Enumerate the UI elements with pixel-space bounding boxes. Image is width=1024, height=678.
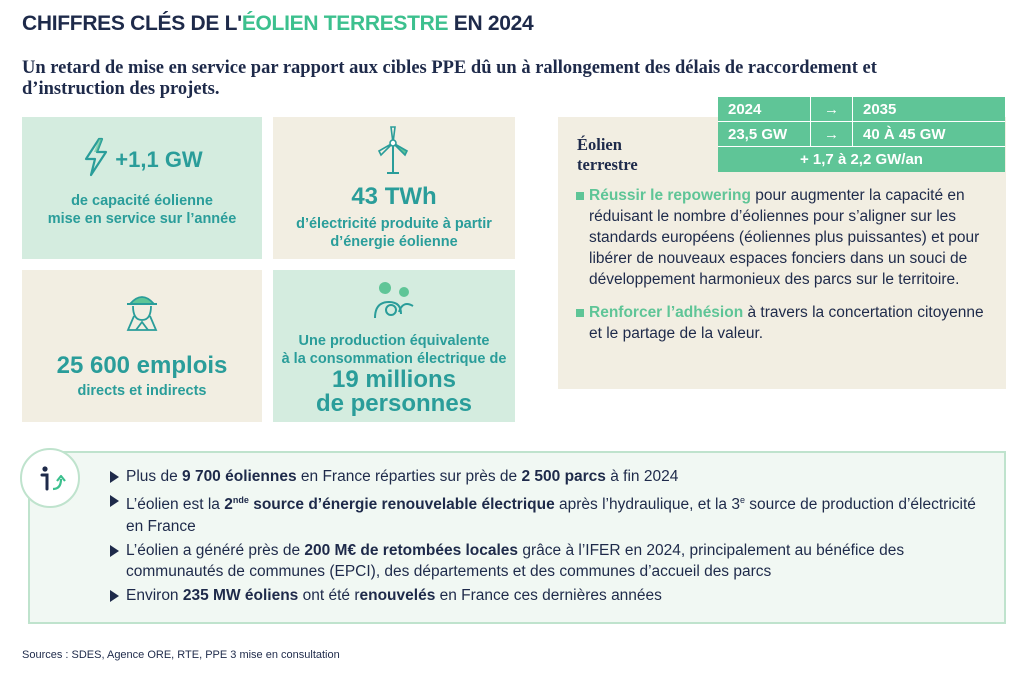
panel-label: [577, 135, 638, 175]
action-bullets: [576, 185, 996, 356]
info-list: [110, 466, 990, 609]
jobs-value: 25 600 emplois: [56, 352, 228, 379]
item-bold: 2 500 parcs: [521, 468, 606, 485]
worker-helmet-icon: [122, 290, 162, 345]
bullet-square-icon: [576, 309, 584, 317]
consumption-value2: de personnes: [315, 390, 473, 417]
item-bold: 9 700 éoliennes: [182, 468, 297, 485]
item-text: en France ces dernières années: [435, 587, 662, 604]
triangle-bullet-icon: [110, 590, 119, 602]
item-text: L’éolien est la: [126, 496, 225, 513]
item-bold: source d’énergie renouvelable électrique: [248, 496, 555, 513]
capacity-header: [22, 137, 262, 182]
bullet-highlight: Renforcer l’adhésion: [589, 304, 744, 321]
rate-row: [718, 147, 1005, 172]
production-card: [273, 117, 515, 259]
title-accent: ÉOLIEN TERRESTRE: [241, 12, 449, 35]
page-subtitle: Un retard de mise en service par rapport aux cibles PPE dû un à rallongement des délais de raccordement et d’instruction des projets.: [22, 58, 877, 99]
item-bold: 2: [224, 496, 233, 513]
item-text: source de production d’électricité en France: [126, 496, 976, 535]
production-line2: d’énergie éolienne: [330, 234, 458, 250]
family-icon: [371, 278, 417, 333]
item-text: grâce à l’IFER en 2024, principalement au bénéfice des communautés de communes (EPCI), des départements et des communes d’accueil des parcs: [126, 541, 905, 580]
bullet-text: à travers la concertation citoyenne et le partage de la valeur.: [589, 304, 984, 342]
ppe-target-table: [718, 97, 1005, 172]
production-line1: d’électricité produite à partir: [296, 216, 492, 232]
sources-note: Sources : SDES, Agence ORE, RTE, PPE 3 mise en consultation: [22, 649, 340, 661]
list-item: [110, 540, 990, 583]
consumption-value1: 19 millions: [331, 366, 457, 393]
bullet-highlight: Réussir le repowering: [589, 187, 751, 204]
value-to: 40 À 45 GW: [863, 125, 946, 143]
consumption-card: [273, 270, 515, 422]
year-to: 2035: [863, 100, 897, 118]
lightning-icon: [81, 137, 111, 182]
consumption-line2: à la consommation électrique de: [281, 351, 507, 367]
triangle-bullet-icon: [110, 495, 119, 507]
item-sup: e: [739, 495, 745, 505]
arrow-icon: →: [811, 97, 853, 121]
wind-turbine-icon: [375, 125, 411, 180]
list-item: [110, 490, 990, 537]
item-text: en France réparties sur près de: [296, 468, 522, 485]
triangle-bullet-icon: [110, 545, 119, 557]
capacity-card: [22, 117, 262, 259]
item-text: Environ: [126, 587, 183, 604]
item-bold: 235 MW éoliens: [182, 587, 299, 604]
list-item: [110, 466, 990, 488]
title-part2: EN 2024: [453, 12, 534, 35]
panel-label-line1: Éolien: [577, 135, 622, 154]
bullet-text: pour augmenter la capacité en réduisant le nombre d’éoliennes pour s’aligner sur les standards européens (éoliennes plus puissantes) et pour libérer de nouveaux espaces fonciers dans un souci de développement harmonieux des parcs sur le territoire.: [589, 187, 980, 288]
rate-value: + 1,7 à 2,2 GW/an: [800, 151, 923, 168]
production-value: 43 TWh: [351, 183, 437, 210]
title-part1: CHIFFRES CLÉS DE L': [22, 12, 242, 35]
capacity-line1: de capacité éolienne: [71, 193, 213, 209]
value-from: 23,5 GW: [718, 122, 811, 146]
list-item: [576, 302, 996, 344]
panel-label-line2: terrestre: [577, 155, 638, 174]
year-from: 2024: [718, 97, 811, 121]
bullet-square-icon: [576, 192, 584, 200]
jobs-line1: directs et indirects: [77, 383, 207, 399]
item-text: après l’hydraulique, et la 3: [554, 496, 740, 513]
item-bold: 200 M€ de retombées locales: [304, 541, 519, 559]
arrow-icon: →: [811, 122, 853, 146]
list-item: [110, 585, 990, 607]
triangle-bullet-icon: [110, 471, 119, 483]
item-text: Plus de: [126, 468, 183, 485]
item-bold: enouvelés: [359, 587, 436, 604]
table-row: [718, 97, 1005, 122]
item-sup: nde: [232, 495, 249, 505]
page-title: [22, 12, 533, 36]
item-text: à fin 2024: [605, 468, 679, 485]
capacity-value: +1,1 GW: [115, 146, 203, 172]
item-text: ont été r: [298, 587, 360, 604]
list-item: [576, 185, 996, 290]
item-text: L’éolien a généré près de: [126, 541, 305, 559]
table-row: [718, 122, 1005, 147]
info-icon: [20, 448, 80, 508]
consumption-line1: Une production équivalente: [298, 333, 490, 349]
capacity-line2: mise en service sur l’année: [47, 211, 237, 227]
jobs-card: [22, 270, 262, 422]
